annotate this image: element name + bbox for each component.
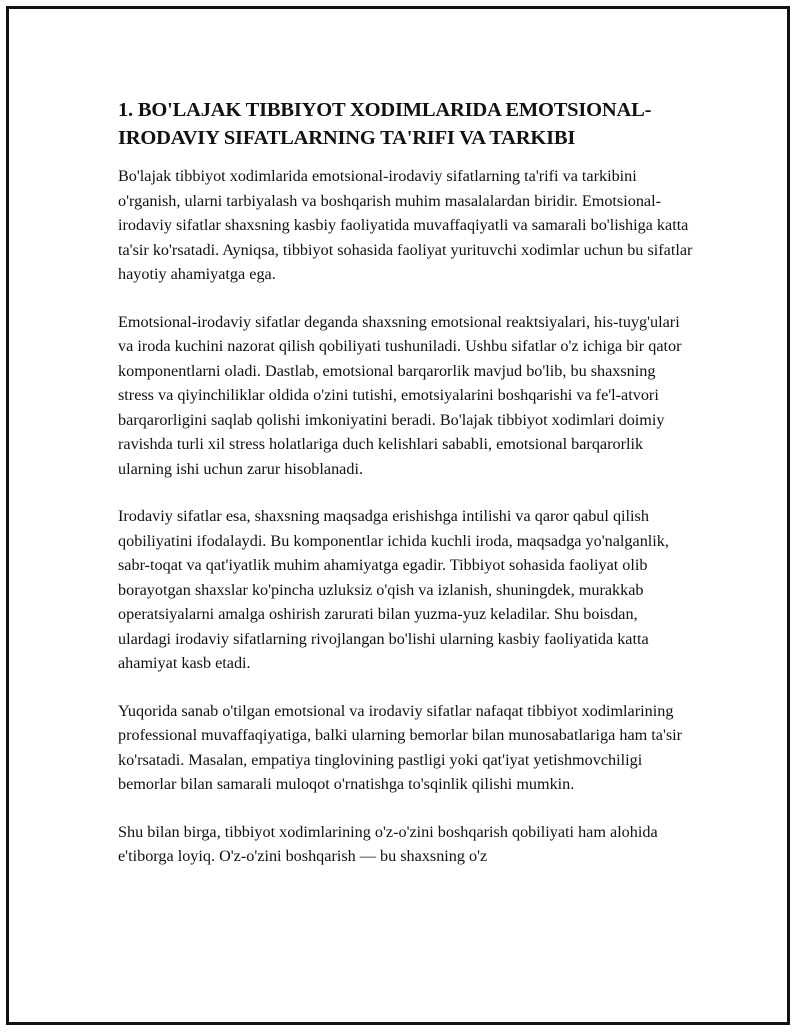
- document-body: [118, 96, 693, 892]
- paragraph-3: Irodaviy sifatlar esa, shaxsning maqsadga erishishga intilishi va qaror qabul qilish qobiliyatini ifodalaydi. Bu komponentlar ichida kuchli iroda, maqsadga yo'nalganlik, sabr-toqat va qat'iyatlik muhim ahamiyatga egadir. Tibbiyot sohasida faoliyat olib borayotgan shaxslar ko'pincha uzluksiz o'qish va izlanish, shuningdek, murakkab operatsiyalarni amalga oshirish zarurati bilan yuzma-yuz keladilar. Shu boisdan, ulardagi irodaviy sifatlarning rivojlangan bo'lishi ularning kasbiy faoliyatida katta ahamiyat kasb etadi.: [118, 507, 669, 672]
- section-heading: 1. BO'LAJAK TIBBIYOT XODIMLARIDA EMOTSIONAL-IRODAVIY SIFATLARNING TA'RIFI VA TARKIBI: [118, 99, 652, 149]
- paragraph-1: Bo'lajak tibbiyot xodimlarida emotsional-irodaviy sifatlarning ta'rifi va tarkibini o'rganish, ularni tarbiyalash va boshqarish muhim masalalardan biridir. Emotsional-irodaviy sifatlar shaxsning kasbiy faoliyatida muvaffaqiyatli va samarali bo'lishiga katta ta'sir ko'rsatadi. Ayniqsa, tibbiyot sohasida faoliyat yurituvchi xodimlar uchun bu sifatlar hayotiy ahamiyatga ega.: [118, 167, 693, 283]
- paragraph-2: Emotsional-irodaviy sifatlar deganda shaxsning emotsional reaktsiyalari, his-tuyg'ulari va iroda kuchini nazorat qilish qobiliyati tushuniladi. Ushbu sifatlar o'z ichiga bir qator komponentlarni oladi. Dastlab, emotsional barqarorlik mavjud bo'lib, bu shaxsning stress va qiyinchiliklar oldida o'zini tutishi, emotsiyalarini boshqarishi va fe'l-atvori barqarorligini saqlab qolishi imkoniyatini beradi. Bo'lajak tibbiyot xodimlari doimiy ravishda turli xil stress holatlariga duch kelishlari sababli, emotsional barqarorlik ularning ishi uchun zarur hisoblanadi.: [118, 312, 682, 478]
- paragraph-4: Yuqorida sanab o'tilgan emotsional va irodaviy sifatlar nafaqat tibbiyot xodimlarining professional muvaffaqiyatiga, balki ularning bemorlar bilan munosabatlariga ham ta'sir ko'rsatadi. Masalan, empatiya tinglovining pastligi yoki qat'iyat yetishmovchiligi bemorlar bilan samarali muloqot o'rnatishga to'sqinlik qilishi mumkin.: [118, 701, 683, 793]
- paragraph-5: Shu bilan birga, tibbiyot xodimlarining o'z-o'zini boshqarish qobiliyati ham alohida e'tiborga loyiq. O'z-o'zini boshqarish — bu shaxsning o'z: [118, 822, 658, 865]
